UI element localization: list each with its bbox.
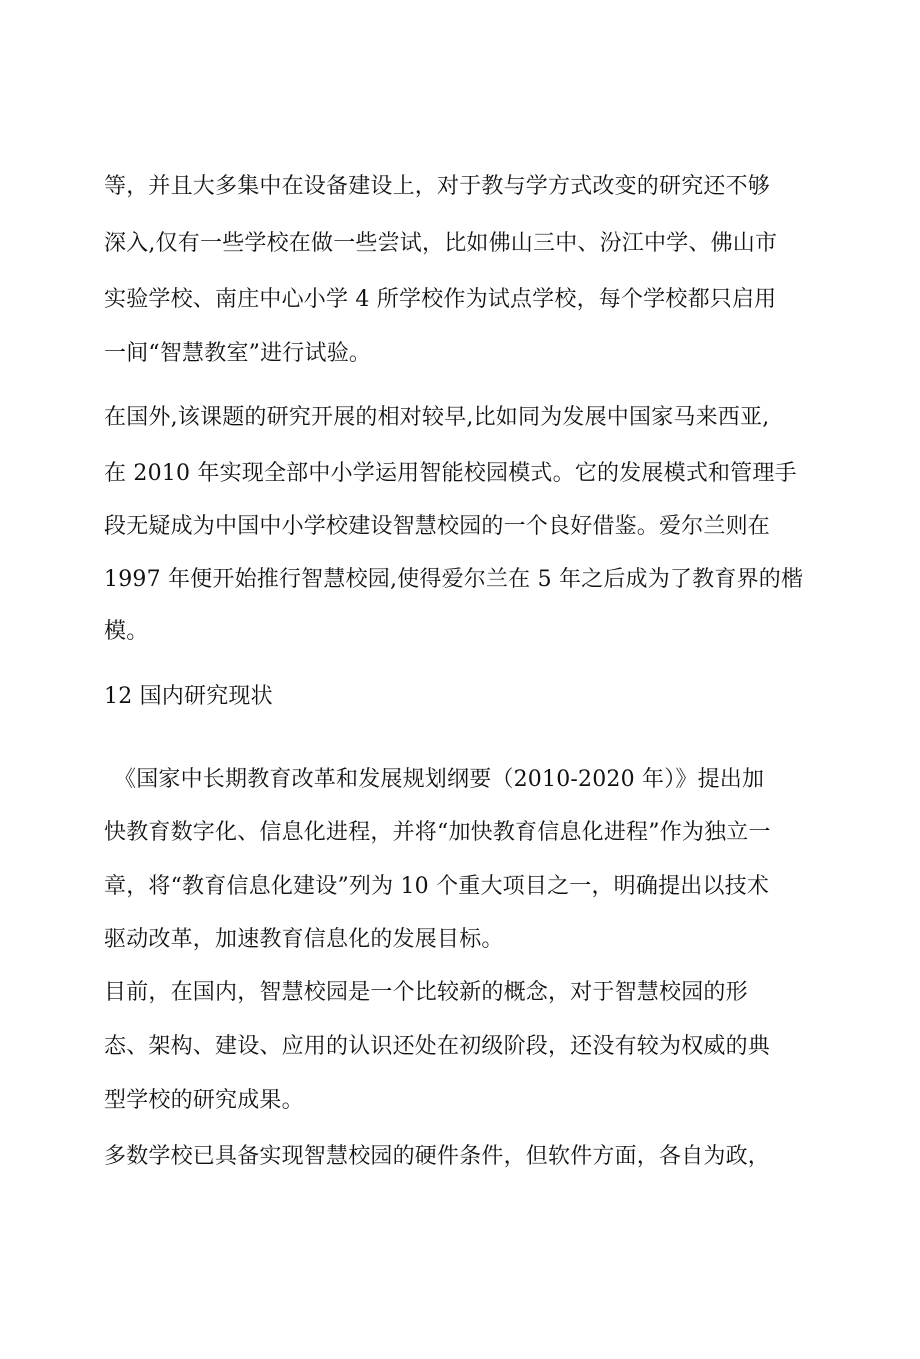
text-line: 《国家中长期教育改革和发展规划纲要（2010-2020 年）》提出加 [114,767,765,792]
text-line: 型学校的研究成果。 [104,1088,304,1113]
text-line: 模。 [104,619,149,644]
text-line: 1997 年便开始推行智慧校园,使得爱尔兰在 5 年之后成为了教育界的楷 [104,567,804,592]
text-line: 在 2010 年实现全部中小学运用智能校园模式。它的发展模式和管理手 [104,461,797,486]
text-line: 态、架构、建设、应用的认识还处在初级阶段，还没有较为权威的典 [104,1034,771,1059]
section-heading: 12 国内研究现状 [104,684,273,709]
text-line: 等，并且大多集中在设备建设上，对于教与学方式改变的研究还不够 [104,174,771,199]
text-line: 在国外,该课题的研究开展的相对较早,比如同为发展中国家马来西亚, [104,405,770,430]
text-line: 一间“智慧教室”进行试验。 [104,341,372,366]
text-line: 多数学校已具备实现智慧校园的硬件条件，但软件方面，各自为政， [104,1144,771,1169]
text-line: 目前，在国内，智慧校园是一个比较新的概念，对于智慧校园的形 [104,980,748,1005]
text-line: 实验学校、南庄中心小学 4 所学校作为试点学校，每个学校都只启用 [104,287,777,312]
text-line: 深入,仅有一些学校在做一些尝试，比如佛山三中、汾江中学、佛山市 [104,231,778,256]
text-line: 段无疑成为中国中小学校建设智慧校园的一个良好借鉴。爱尔兰则在 [104,514,771,539]
text-line: 驱动改革，加速教育信息化的发展目标。 [104,927,504,952]
text-line: 章，将“教育信息化建设”列为 10 个重大项目之一，明确提出以技术 [104,874,770,899]
text-line: 快教育数字化、信息化进程，并将“加快教育信息化进程”作为独立一 [104,820,771,845]
